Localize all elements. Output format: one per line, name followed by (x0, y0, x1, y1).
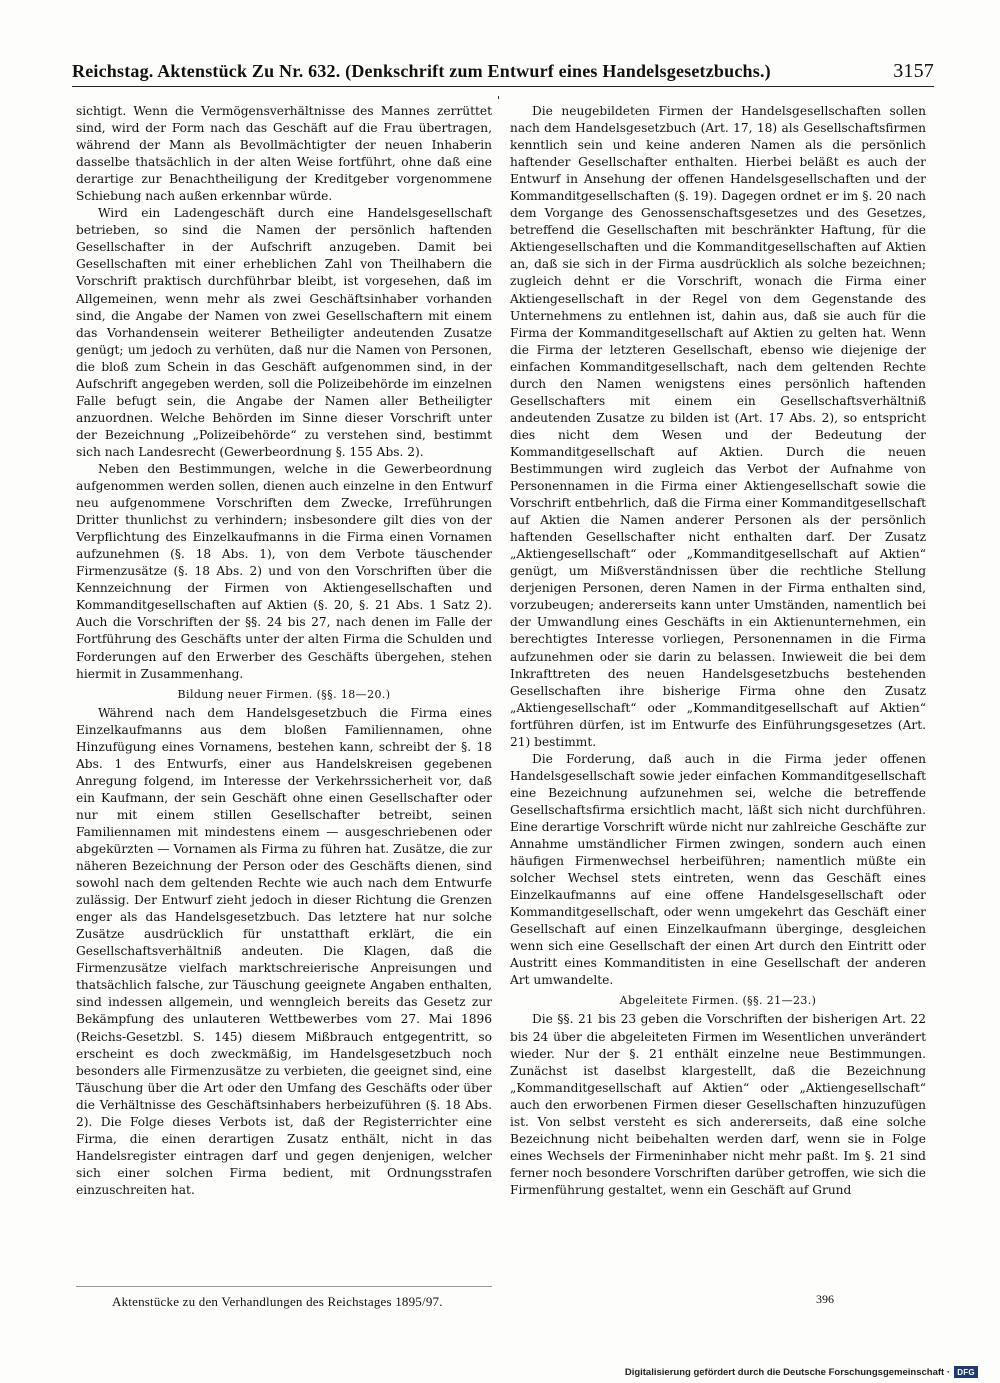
paragraph: Wird ein Ladengeschäft durch eine Handelsgesellschaft betrieben, so sind die Namen der persönlich haftenden Gesellschafter in der Aufschrift anzugeben. Damit bei Gesellschaften mit einer erheblichen Zahl von Theilhabern die Vorschrift praktisch durchführbar bleibt, ist vorgesehen, daß im Allgemeinen, wenn mehr als zwei Geschäftsinhaber vorhanden sind, die Angabe der Namen von zwei Gesellschaftern mit einem das Vorhandensein weiterer Betheiligter andeutenden Zusatze genügt; um jedoch zu verhüten, daß nur die Namen von Personen, die bloß zum Schein in das Geschäft aufgenommen sind, in der Aufschrift angegeben werden, soll die Polizeibehörde im einzelnen Falle befugt sein, die Angabe der Namen aller Betheiligter anzuordnen. Welche Behörden im Sinne dieser Vorschrift unter der Bezeichnung „Polizeibehörde“ zu verstehen sind, bestimmt sich nach Landesrecht (Gewerbeordnung §. 155 Abs. 2). (76, 206, 492, 459)
running-title: Reichstag. Aktenstück Zu Nr. 632. (Denkschrift zum Entwurf eines Handelsgesetzbuchs.) (72, 61, 771, 81)
paragraph: Die Forderung, daß auch in die Firma jeder offenen Handelsgesellschaft sowie jeder einfachen Kommanditgesellschaft eine Bezeichnung aufzunehmen sei, welche die betreffende Gesellschaftsfirma ersichtlich macht, läßt sich nicht durchführen. Eine derartige Vorschrift würde nicht nur zahlreiche Geschäfte zur Annahme umständlicher Firmen zwingen, sondern auch einen häufigen Firmenwechsel herbeiführen; namentlich müßte ein solcher Wechsel stets eintreten, wenn das Geschäft eines Einzelkaufmanns auf eine offene Handelsgesellschaft oder Kommanditgesellschaft, oder wenn umgekehrt das Geschäft einer Gesellschaft auf einen Einzelkaufmann überginge, desgleichen wenn sich eine Gesellschaft der einen Art durch den Eintritt oder Austritt eines Kommanditisten in eine Gesellschaft der anderen Art umwandelte. (510, 751, 926, 988)
paragraph: Die neugebildeten Firmen der Handelsgesellschaften sollen nach dem Handelsgesetzbuch (Art. 17, 18) als Gesellschaftsfirmen kenntlich sein und keine anderen Namen als die persönlich haftender Gesellschafter enthalten. Hierbei beläßt es auch der Entwurf in Ansehung der offenen Handelsgesellschaften und der Kommanditgesellschaften (§. 19). Dagegen ordnet er im §. 20 nach dem Vorgange des Genossenschaftsgesetzes und des Gesetzes, betreffend die Gesellschaften mit beschränkter Haftung, für die Aktiengesellschaften und die Kommanditgesellschaften auf Aktien an, daß sie sich in der Firma ausdrücklich als solche bezeichnen; zugleich dehnt er die Vorschrift, wonach die Firma einer Aktiengesellschaft in der Regel von dem Gegenstande des Unternehmens zu entlehnen ist, dahin aus, daß sie auch für die Firma der Kommanditgesellschaft auf Aktien zu gelten hat. Wenn die Firma der letzteren Gesellschaft, ebenso wie diejenige der einfachen Kommanditgesellschaft, nach dem geltenden Rechte durch den Namen wenigstens eines persönlich haftenden Gesellschafters mit einem ein Gesellschaftsverhältniß andeutenden Zusatze zu bilden ist (Art. 17 Abs. 2), so entspricht dies nicht dem Wesen und der Bedeutung der Kommanditgesellschaft auf Aktien. Durch die neuen Bestimmungen wird zugleich das Verbot der Aufnahme von Personennamen in die Firma einer Aktiengesellschaft sowie die Vorschrift entbehrlich, daß die Firma einer Kommanditgesellschaft auf Aktien die Namen anderer Personen als der persönlich haftenden Gesellschafter nicht enthalten darf. Der Zusatz „Aktiengesellschaft“ oder „Kommanditgesellschaft auf Aktien“ genügt, um Mißverständnissen über die rechtliche Stellung derjenigen Personen, deren Namen in der Firma enthalten sind, vorzubeugen; andererseits kann unter Umständen, namentlich bei der Umwandlung eines Geschäfts in ein Aktienunternehmen, ein berechtigtes Interesse vorliegen, Personennamen in die Firma aufzunehmen oder sie darin zu belassen. Inwieweit die bei dem Inkrafttreten des neuen Handelsgesetzbuchs bestehenden Gesellschaften ihre bisherige Firma ohne den Zusatz „Aktiengesellschaft“ oder „Kommanditgesellschaft auf Aktien“ fortführen dürfen, ist im Entwurfe des Einführungsgesetzes (Art. 21) bestimmt. (510, 104, 926, 749)
section-heading: Bildung neuer Firmen. (§§. 18—20.) (177, 687, 391, 701)
sheet-signature: 396 (816, 1292, 834, 1306)
left-column (76, 103, 492, 1199)
section-heading: Abgeleitete Firmen. (§§. 21—23.) (619, 994, 817, 1008)
digitization-credit (625, 1364, 978, 1380)
dfg-logo-icon: DFG (954, 1366, 978, 1378)
credit-text: Digitalisierung gefördert durch die Deutsche Forschungsgemeinschaft · (624, 1366, 950, 1378)
paragraph: Neben den Bestimmungen, welche in die Gewerbeordnung aufgenommen werden sollen, dienen auch einzelne in den Entwurf neu aufgenommene Vorschriften dem Zwecke, Irreführungen Dritter thunlichst zu verhindern; insbesondere gilt dies von der Verpflichtung des Einzelkaufmanns in die Firma einen Vornamen aufzunehmen (§. 18 Abs. 1), von dem Verbote täuschender Firmenzusätze (§. 18 Abs. 2) und von den Vorschriften über die Kennzeichnung der Firmen von Aktiengesellschaften und Kommanditgesellschaften auf Aktien (§. 20, §. 21 Abs. 1 Satz 2). Auch die Vorschriften der §§. 24 bis 27, nach denen im Falle der Fortführung des Geschäfts unter der alten Firma die Schulden und Forderungen auf den Erwerber des Geschäfts übergehen, stehen hiermit in Zusammenhang. (76, 461, 492, 681)
footer-rule (76, 1286, 492, 1287)
paragraph: sichtigt. Wenn die Vermögensverhältnisse des Mannes zerrüttet sind, wird der Form nach das Geschäft auf die Frau übertragen, während der Mann als Bevollmächtigter der neuen Inhaberin dasselbe thatsächlich in der alten Weise fortführt, ohne daß eine derartige zur Benachtheiligung der Kreditgeber vorgenommene Schiebung nach außen erkennbar würde. (76, 104, 492, 204)
paragraph: Während nach dem Handelsgesetzbuch die Firma eines Einzelkaufmanns aus dem bloßen Familiennamen, ohne Hinzufügung eines Vornamens, bestehen kann, schreibt der §. 18 Abs. 1 des Entwurfs, einer aus Handelskreisen gegebenen Anregung folgend, im Interesse der Verkehrssicherheit vor, daß ein Kaufmann, der sein Geschäft ohne einen Gesellschafter oder nur mit einem stillen Gesellschafter betreibt, seinen Familiennamen mit mindestens einem — ausgeschriebenen oder abgekürzten — Vornamen als Firma zu führen hat. Zusätze, die zur näheren Bezeichnung der Person oder des Geschäfts dienen, sind sowohl nach dem geltenden Rechte wie auch nach dem Entwurfe zulässig. Der Entwurf zieht jedoch in dieser Richtung die Grenzen enger als das Handelsgesetzbuch. Das letztere hat nur solche Zusätze ausdrücklich für unstatthaft erklärt, die ein Gesellschaftsverhältniß andeuten. Die Klagen, daß die Firmenzusätze vielfach marktschreierische Anpreisungen und thatsächlich falsche, zur Täuschung geeignete Angaben enthalten, sind indessen allgemein, und wenngleich bereits das Gesetz zur Bekämpfung des unlauteren Wettbewerbes vom 27. Mai 1896 (Reichs-Gesetzbl. S. 145) diesem Mißbrauch entgegentritt, so erscheint es doch zweckmäßig, im Handelsgesetzbuch noch besonders alle Firmenzusätze zu verbieten, die geeignet sind, eine Täuschung über die Art oder den Umfang des Geschäfts oder über die Verhältnisse des Geschäftsinhabers herbeizuführen (§. 18 Abs. 2). Die Folge dieses Verbots ist, daß der Registerrichter eine Firma, die einen derartigen Zusatz enthält, nicht in das Handelsregister eintragen darf und gegen denjenigen, welcher sich einer solchen Firma bedient, mit Ordnungsstrafen einzuschreiten hat. (76, 705, 492, 1197)
page-header (72, 56, 934, 87)
paragraph: Die §§. 21 bis 23 geben die Vorschriften der bisherigen Art. 22 bis 24 über die abgeleiteten Firmen im Wesentlichen unverändert wieder. Nur der §. 21 enthält einzelne neue Bestimmungen. Zunächst ist daselbst klargestellt, daß die Bezeichnung „Kommanditgesellschaft auf Aktien“ oder „Aktiengesellschaft“ auch den erworbenen Firmen dieser Gesellschaften hinzuzufügen ist. Von selbst versteht es sich andererseits, daß eine solche Bezeichnung nicht beibehalten werden darf, wenn sie in Folge eines Wechsels der Firmeninhaber nicht mehr paßt. Im §. 21 sind ferner noch besondere Vorschriften darüber getroffen, wie sich die Firmenführung gestaltet, wenn ein Geschäft auf Grund (510, 1012, 926, 1197)
page-number: 3157 (893, 60, 934, 82)
column-divider-mark (498, 96, 499, 99)
right-column (510, 103, 926, 1199)
footer-series-title: Aktenstücke zu den Verhandlungen des Reichstages 1895/97. (112, 1294, 443, 1309)
